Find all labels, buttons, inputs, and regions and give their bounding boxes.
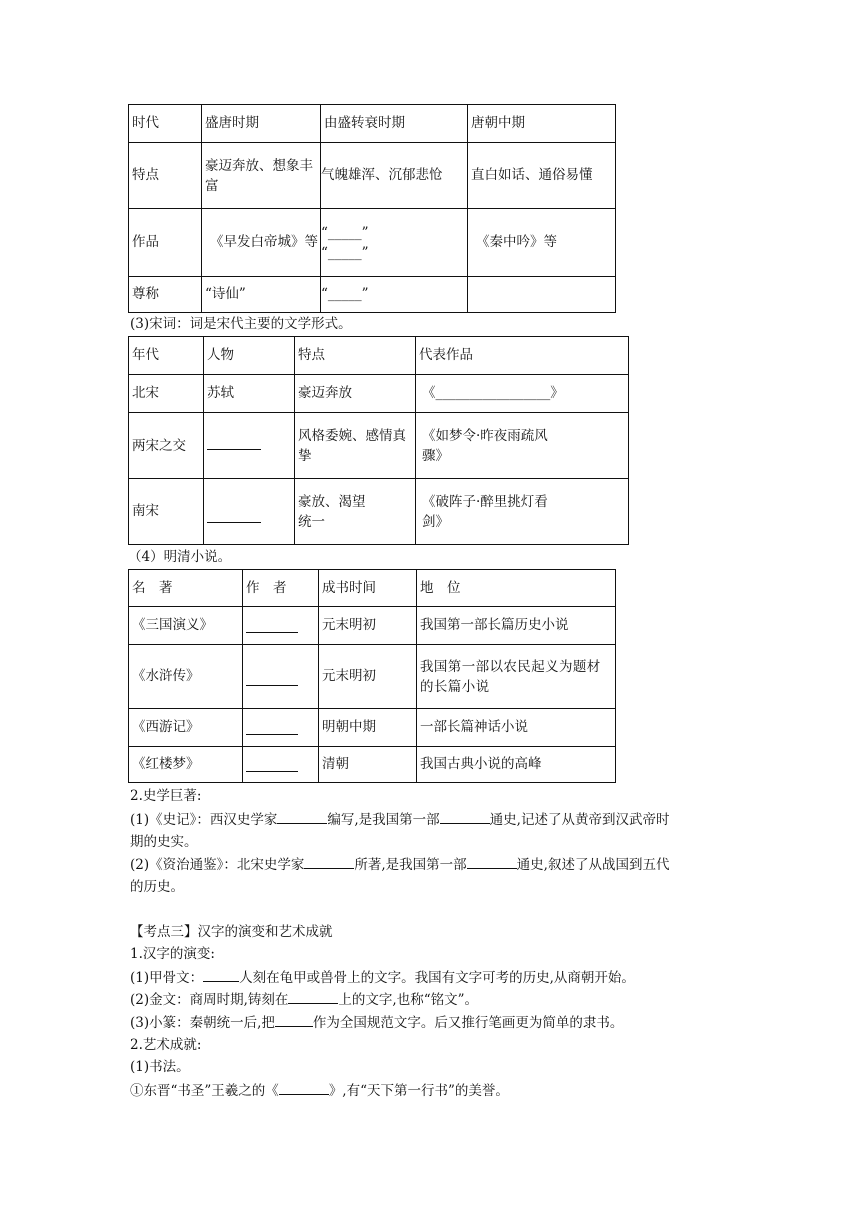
table-cell: 尊称 — [129, 277, 202, 313]
table-cell: 豪迈奔放、想象丰富 — [202, 143, 321, 209]
text-span: 所著,是我国第一部 — [354, 857, 467, 873]
subsection-heading: 2.艺术成就: — [130, 1037, 202, 1053]
text-span: (1)甲骨文： — [130, 970, 204, 986]
text-span: 编写,是我国第一部 — [327, 812, 440, 828]
tang-poetry-table — [128, 104, 616, 313]
answer-blank[interactable] — [246, 756, 298, 772]
calligraphy-heading: (1)书法。 — [130, 1059, 190, 1075]
history-heading: 2.史学巨著: — [130, 788, 202, 804]
table-cell: 我国第一部长篇历史小说 — [417, 607, 616, 645]
table-cell: 年代 — [129, 337, 204, 375]
answer-blank[interactable] — [207, 507, 261, 523]
table-cell — [204, 413, 295, 479]
text-span: 通史,记述了从黄帝到汉武帝时 — [489, 812, 670, 828]
song-ci-heading: (3)宋词：词是宋代主要的文学形式。 — [130, 316, 352, 332]
table-cell: 《水浒传》 — [129, 645, 243, 709]
table-cell: “_____” — [321, 277, 468, 313]
table-cell: 两宋之交 — [129, 413, 204, 479]
text-span: 》,有“天下第一行书”的美誉。 — [328, 1083, 509, 1099]
table-cell: 直白如话、通俗易懂 — [468, 143, 616, 209]
table-cell: 《早发白帝城》等 — [202, 209, 321, 277]
text-span: 通史,叙述了从战国到五代 — [516, 857, 670, 873]
table-cell: 气魄雄浑、沉郁悲怆 — [321, 143, 468, 209]
jiaguwen-line — [130, 966, 635, 989]
answer-blank[interactable] — [203, 966, 239, 982]
table-cell: 豪迈奔放 — [295, 375, 416, 413]
table-cell: 地 位 — [417, 570, 616, 607]
table-cell: 盛唐时期 — [202, 105, 321, 143]
text-span: (1)《史记》：西汉史学家 — [130, 812, 278, 828]
table-cell: 成书时间 — [319, 570, 417, 607]
answer-blank[interactable] — [275, 1011, 313, 1027]
table-cell: 时代 — [129, 105, 202, 143]
xiaozhuan-line — [130, 1011, 623, 1034]
table-cell: 《秦中吟》等 — [468, 209, 616, 277]
subsection-heading: 1.汉字的演变: — [130, 946, 215, 962]
section-title: 【考点三】汉字的演变和艺术成就 — [130, 924, 333, 940]
table-cell: 南宋 — [129, 479, 204, 545]
answer-blank[interactable] — [246, 670, 298, 686]
table-cell: 《破阵子·醉里挑灯看剑》 — [416, 479, 629, 545]
table-cell: 作 者 — [243, 570, 319, 607]
table-cell: 代表作品 — [416, 337, 629, 375]
text-span: (2)金文：商周时期,铸刻在 — [130, 992, 289, 1008]
answer-blank[interactable] — [207, 434, 261, 450]
table-cell: 特点 — [129, 143, 202, 209]
table-cell: 一部长篇神话小说 — [417, 709, 616, 747]
table-cell: 我国古典小说的高峰 — [417, 747, 616, 783]
text-span: 作为全国规范文字。后又推行笔画更为简单的隶书。 — [312, 1015, 624, 1031]
table-cell: 北宋 — [129, 375, 204, 413]
table-cell: 《西游记》 — [129, 709, 243, 747]
text-span: 上的文字,也称“铭文”。 — [338, 992, 479, 1008]
table-cell: 人物 — [204, 337, 295, 375]
table-cell: 作品 — [129, 209, 202, 277]
table-cell: 由盛转衰时期 — [321, 105, 468, 143]
table-cell: 豪放、渴望统一 — [295, 479, 416, 545]
novel-heading: （4）明清小说。 — [128, 549, 232, 565]
answer-blank[interactable] — [277, 808, 327, 824]
zizhi-line-cont: 的历史。 — [130, 879, 184, 895]
table-cell: 名 著 — [129, 570, 243, 607]
table-cell — [468, 277, 616, 313]
table-cell — [243, 709, 319, 747]
table-cell: 唐朝中期 — [468, 105, 616, 143]
table-cell: “_____” “_____” — [321, 209, 468, 277]
song-ci-table — [128, 336, 629, 545]
novel-table — [128, 569, 616, 783]
answer-blank[interactable] — [246, 719, 298, 735]
table-cell: 苏轼 — [204, 375, 295, 413]
table-cell — [243, 747, 319, 783]
answer-blank[interactable] — [467, 853, 517, 869]
table-cell: 《_________________》 — [416, 375, 629, 413]
answer-blank[interactable] — [304, 853, 354, 869]
table-cell: 《红楼梦》 — [129, 747, 243, 783]
text-span: ①东晋“书圣”王羲之的《 — [130, 1083, 279, 1099]
shiji-line-cont: 期的史实。 — [130, 834, 198, 850]
answer-blank[interactable] — [279, 1079, 329, 1095]
text-span: 人刻在龟甲或兽骨上的文字。我国有文字可考的历史,从商朝开始。 — [239, 970, 635, 986]
table-cell: 风格委婉、感情真挚 — [295, 413, 416, 479]
shiji-line — [130, 808, 669, 831]
zizhi-line — [130, 853, 669, 876]
table-cell: 清朝 — [319, 747, 417, 783]
table-cell: 《如梦令·昨夜雨疏风骤》 — [416, 413, 629, 479]
table-cell: 特点 — [295, 337, 416, 375]
wangxizhi-line — [130, 1079, 509, 1102]
text-span: (3)小篆：秦朝统一后,把 — [130, 1015, 275, 1031]
table-cell: “诗仙” — [202, 277, 321, 313]
table-cell — [243, 645, 319, 709]
answer-blank[interactable] — [288, 988, 338, 1004]
table-cell: 我国第一部以农民起义为题材的长篇小说 — [417, 645, 616, 709]
table-cell: 元末明初 — [319, 607, 417, 645]
text-span: (2)《资治通鉴》：北宋史学家 — [130, 857, 305, 873]
table-cell — [204, 479, 295, 545]
answer-blank[interactable] — [246, 617, 298, 633]
answer-blank[interactable] — [440, 808, 490, 824]
table-cell: 元末明初 — [319, 645, 417, 709]
table-cell — [243, 607, 319, 645]
jinwen-line — [130, 988, 478, 1011]
table-cell: 《三国演义》 — [129, 607, 243, 645]
table-cell: 明朝中期 — [319, 709, 417, 747]
